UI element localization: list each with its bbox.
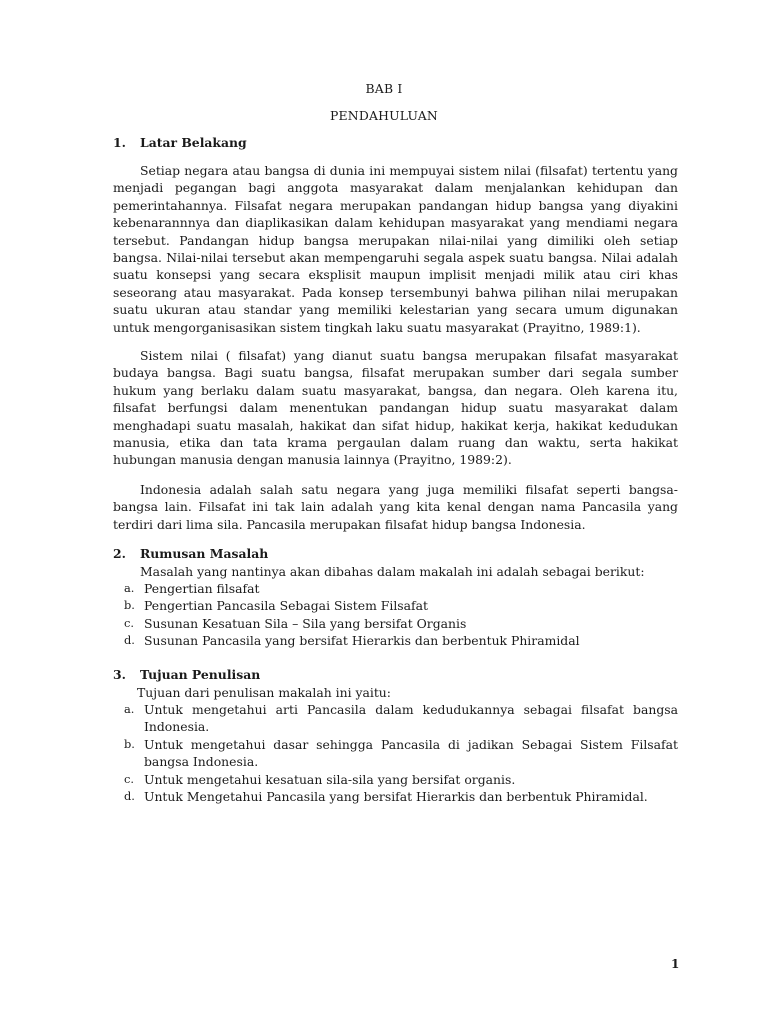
list-item	[113, 632, 678, 649]
section-title: Tujuan Penulisan	[140, 667, 261, 682]
section-number: 2.	[113, 546, 126, 561]
list-marker: c.	[124, 771, 135, 786]
section-number: 3.	[113, 667, 126, 682]
chapter-title: PENDAHULUAN	[330, 108, 438, 123]
paragraph: Setiap negara atau bangsa di dunia ini mempuyai sistem nilai (filsafat) tertentu yang menjadi pegangan bagi anggota masyarakat dalam menjalankan kehidupan dan pemerintahannya. Filsafat negara merupakan pandangan hidup bangsa yang diyakini kebenarannnya dan diaplikasikan dalam kehidupan masyarakat yang mendiami negara tersebut. Pandangan hidup bangsa merupakan nilai-nilai yang dimiliki oleh setiap bangsa. Nilai-nilai tersebut akan mempengaruhi segala aspek suatu bangsa. Nilai adalah suatu konsepsi yang secara eksplisit maupun implisit menjadi milik atau ciri khas seseorang atau masyarakat. Pada konsep tersembunyi bahwa pilihan nilai merupakan suatu ukuran atau standar yang memiliki kelestarian yang secara umum digunakan untuk mengorganisasikan sistem tingkah laku suatu masyarakat (Prayitno, 1989:1).	[113, 163, 678, 335]
list-marker: c.	[124, 615, 135, 630]
list-item-text: Untuk mengetahui arti Pancasila dalam kedudukannya sebagai filsafat bangsa Indonesia.	[144, 702, 678, 735]
list-intro: Masalah yang nantinya akan dibahas dalam makalah ini adalah sebagai berikut:	[140, 564, 645, 579]
section-title: Latar Belakang	[140, 135, 247, 150]
list-item-text: Untuk mengetahui kesatuan sila-sila yang bersifat organis.	[144, 771, 516, 787]
list-item-text: Pengertian filsafat	[144, 581, 260, 596]
list-item-text: Untuk Mengetahui Pancasila yang bersifat Hierarkis dan berbentuk Phiramidal.	[144, 789, 648, 805]
list-item	[113, 701, 678, 736]
list-item	[113, 597, 678, 614]
list-item	[113, 788, 678, 805]
list-marker: b.	[124, 736, 135, 751]
objective-list	[113, 701, 678, 805]
list-marker: b.	[124, 598, 135, 613]
section-heading-rumusan-masalah	[113, 546, 268, 561]
chapter-label: BAB I	[365, 81, 403, 96]
list-item-text: Pengertian Pancasila Sebagai Sistem Filsafat	[144, 598, 429, 614]
list-marker: a.	[124, 702, 135, 716]
list-item-text: Susunan Kesatuan Sila – Sila yang bersifat Organis	[144, 615, 467, 631]
page-number: 1	[671, 957, 680, 971]
paragraph: Sistem nilai ( filsafat) yang dianut suatu bangsa merupakan filsafat masyarakat budaya bangsa. Bagi suatu bangsa, filsafat merupakan sumber dari segala sumber hukum yang berlaku dalam suatu masyarakat, bangsa, dan negara. Oleh karena itu, filsafat berfungsi dalam menentukan pandangan hidup suatu masyarakat dalam menghadapi suatu masalah, hakikat dan sifat hidup, hakikat kerja, hakikat kedudukan manusia, etika dan tata krama pergaulan dalam ruang dan waktu, serta hakikat hubungan manusia dengan manusia lainnya (Prayitno, 1989:2).	[113, 348, 678, 468]
list-item-text: Susunan Pancasila yang bersifat Hierarkis dan berbentuk Phiramidal	[144, 633, 580, 649]
problem-list	[113, 580, 678, 650]
section-number: 1.	[113, 135, 126, 150]
section-title: Rumusan Masalah	[140, 546, 269, 561]
list-marker: d.	[124, 789, 135, 804]
list-item-text: Untuk mengetahui dasar sehingga Pancasila di jadikan Sebagai Sistem Filsafat bangsa Indonesia.	[144, 736, 678, 770]
list-intro: Tujuan dari penulisan makalah ini yaitu:	[137, 685, 391, 700]
list-item	[113, 736, 678, 771]
list-item	[113, 580, 678, 597]
list-marker: d.	[124, 633, 135, 648]
paragraph: Indonesia adalah salah satu negara yang juga memiliki filsafat seperti bangsa-bangsa lain. Filsafat ini tak lain adalah yang kita kenal dengan nama Pancasila yang terdiri dari lima sila. Pancasila merupakan filsafat hidup bangsa Indonesia.	[113, 482, 678, 532]
list-item	[113, 615, 678, 632]
list-item	[113, 771, 678, 788]
section-heading-tujuan-penulisan	[113, 667, 260, 682]
section-heading-latar-belakang	[113, 135, 247, 150]
list-marker: a.	[124, 581, 135, 595]
